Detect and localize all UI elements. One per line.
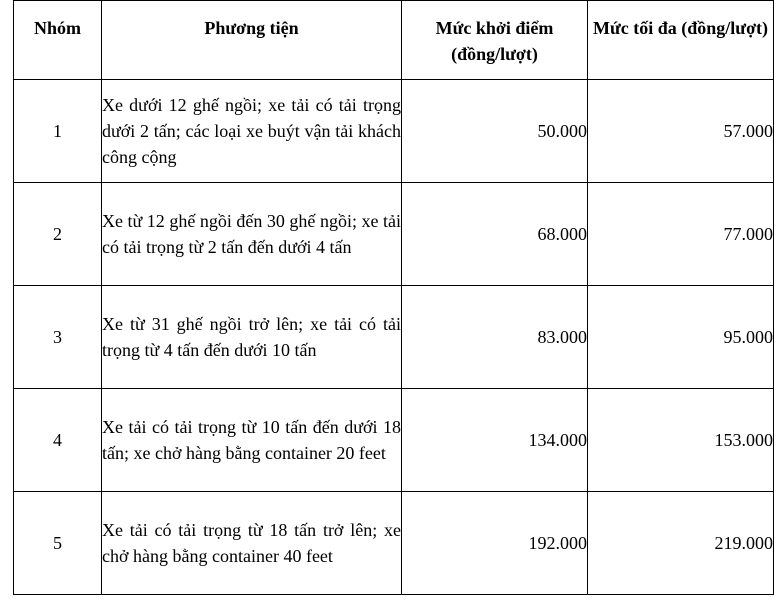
cell-group: 4 bbox=[14, 389, 102, 492]
cell-max-fee: 95.000 bbox=[588, 286, 774, 389]
cell-group: 2 bbox=[14, 183, 102, 286]
header-group: Nhóm bbox=[14, 1, 102, 80]
table-row bbox=[14, 492, 774, 595]
cell-group: 5 bbox=[14, 492, 102, 595]
table-row bbox=[14, 286, 774, 389]
cell-max-fee: 77.000 bbox=[588, 183, 774, 286]
cell-vehicle: Xe tải có tải trọng từ 18 tấn trở lên; xe chở hàng bằng container 40 feet bbox=[102, 492, 402, 595]
table-row bbox=[14, 183, 774, 286]
cell-min-fee: 50.000 bbox=[402, 80, 588, 183]
cell-min-fee: 192.000 bbox=[402, 492, 588, 595]
cell-vehicle: Xe từ 12 ghế ngồi đến 30 ghế ngồi; xe tải có tải trọng từ 2 tấn đến dưới 4 tấn bbox=[102, 183, 402, 286]
cell-vehicle: Xe từ 31 ghế ngồi trở lên; xe tải có tải trọng từ 4 tấn đến dưới 10 tấn bbox=[102, 286, 402, 389]
table-row bbox=[14, 389, 774, 492]
table-header-row bbox=[14, 1, 774, 80]
header-min-fee: Mức khởi điểm (đồng/lượt) bbox=[402, 1, 588, 80]
cell-group: 3 bbox=[14, 286, 102, 389]
cell-max-fee: 57.000 bbox=[588, 80, 774, 183]
cell-max-fee: 219.000 bbox=[588, 492, 774, 595]
header-max-fee: Mức tối đa (đồng/lượt) bbox=[588, 1, 774, 80]
table-row bbox=[14, 80, 774, 183]
cell-vehicle: Xe dưới 12 ghế ngồi; xe tải có tải trọng dưới 2 tấn; các loại xe buýt vận tải khách công cộng bbox=[102, 80, 402, 183]
toll-fee-table bbox=[13, 0, 774, 595]
cell-min-fee: 68.000 bbox=[402, 183, 588, 286]
cell-group: 1 bbox=[14, 80, 102, 183]
header-vehicle: Phương tiện bbox=[102, 1, 402, 80]
cell-min-fee: 134.000 bbox=[402, 389, 588, 492]
cell-min-fee: 83.000 bbox=[402, 286, 588, 389]
cell-max-fee: 153.000 bbox=[588, 389, 774, 492]
cell-vehicle: Xe tải có tải trọng từ 10 tấn đến dưới 18 tấn; xe chở hàng bằng container 20 feet bbox=[102, 389, 402, 492]
